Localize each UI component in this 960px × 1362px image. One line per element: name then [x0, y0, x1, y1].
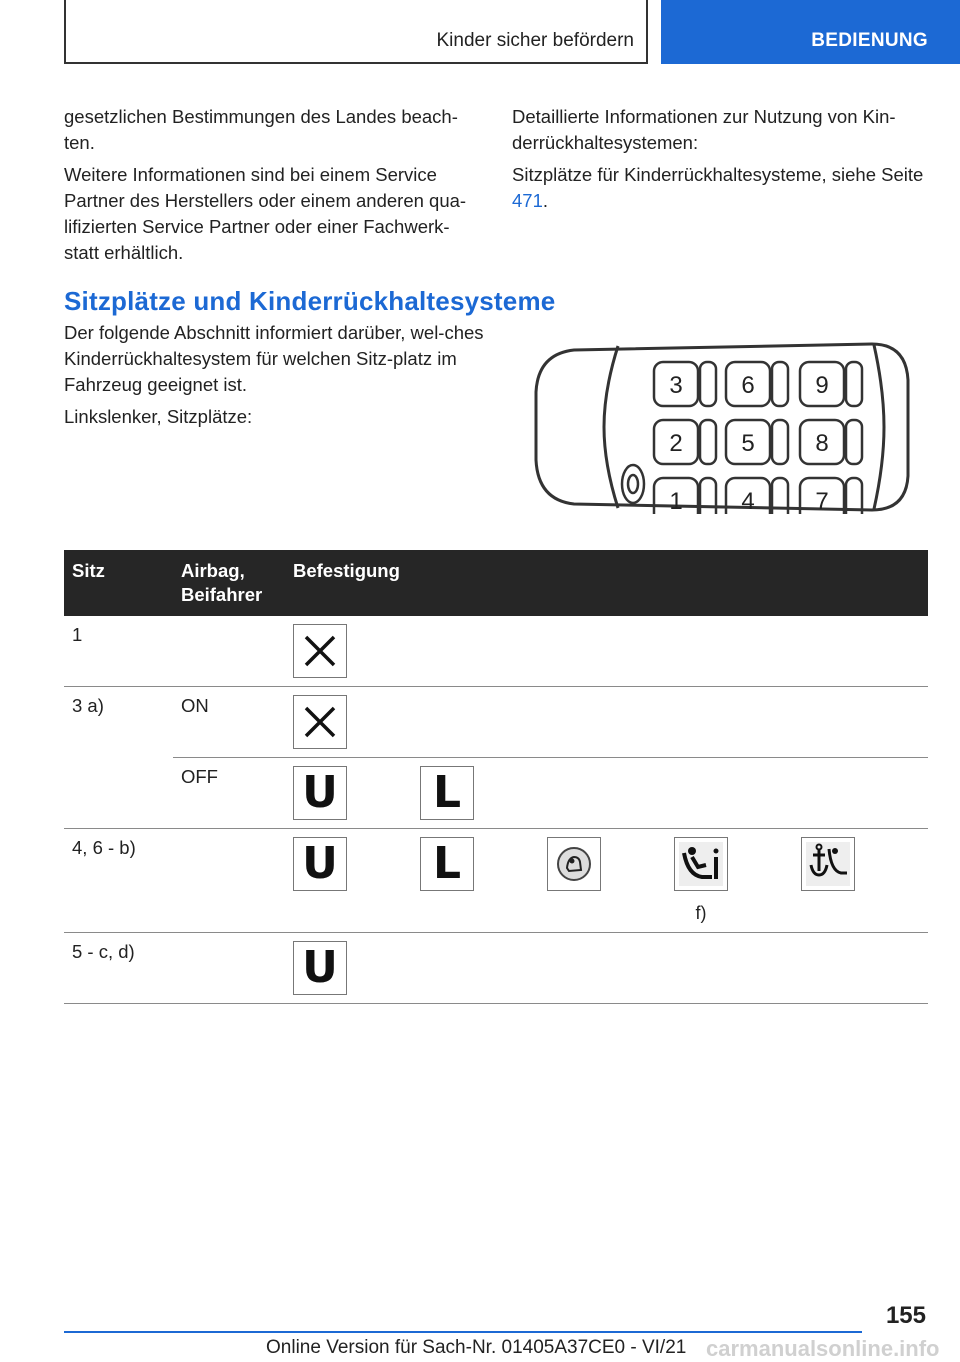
not-allowed-icon	[293, 695, 347, 749]
seat-cell: 3 a)	[72, 695, 104, 716]
seat-number: 9	[815, 372, 829, 399]
col-header-seat: Sitz	[64, 550, 173, 616]
seat-number: 5	[741, 430, 755, 457]
seat-cell: 1	[64, 616, 173, 687]
seat-number: 7	[815, 488, 829, 514]
seat-number: 2	[669, 430, 683, 457]
vehicle-rear-outline	[874, 345, 884, 509]
attachment-cell	[285, 687, 928, 758]
seat-backrest	[772, 420, 788, 464]
seat-2	[654, 420, 716, 464]
section-paragraph: Linkslenker, Sitzplätze:	[64, 406, 253, 427]
intro-right-column	[512, 104, 928, 220]
airbag-cell	[173, 829, 285, 933]
attachment-cell	[285, 616, 928, 687]
table-row	[64, 758, 928, 829]
section-heading: Sitzplätze und Kinderrückhaltesysteme	[64, 286, 556, 316]
section-body	[64, 320, 484, 436]
table-header-row	[64, 550, 928, 616]
table-row	[64, 829, 928, 933]
airbag-cell: ON	[173, 687, 285, 758]
seat-number: 8	[815, 430, 829, 457]
attachment-cell	[285, 829, 928, 933]
i-size-icon	[547, 837, 601, 891]
seat-backrest	[700, 420, 716, 464]
seat-cell: 5 - c, d)	[64, 933, 173, 1004]
universal-U-icon: U	[293, 941, 347, 995]
seat-number: 3	[669, 372, 683, 399]
section-paragraph: Der folgende Abschnitt informiert darüber, wel-ches Kinderrückhaltesystem für welchen Sitz-platz im Fahrzeug geeignet ist.	[64, 322, 484, 395]
intro-paragraph: gesetzlichen Bestimmungen des Landes beach-ten.	[64, 106, 458, 153]
seat-6	[726, 362, 788, 406]
universal-U-icon: U	[293, 766, 347, 820]
table-row	[64, 616, 928, 687]
seat-backrest	[846, 420, 862, 464]
intro-paragraph	[512, 162, 928, 214]
not-allowed-icon	[293, 624, 347, 678]
seat-3	[654, 362, 716, 406]
seat-number: 1	[669, 488, 683, 514]
footer-rule	[64, 1331, 862, 1333]
child-seat-table	[64, 550, 928, 1004]
cross-ref-end: .	[542, 190, 549, 211]
seat-5	[726, 420, 788, 464]
seat-number: 6	[741, 372, 755, 399]
intro-paragraph: Detaillierte Informationen zur Nutzung von Kin-derrückhaltesystemen:	[512, 106, 896, 153]
cross-ref-text: Sitzplätze für Kinderrückhaltesysteme, siehe Seite	[512, 164, 924, 185]
seat-8	[800, 420, 862, 464]
table-row	[64, 687, 928, 758]
seat-backrest	[700, 478, 716, 514]
steering-wheel-icon	[622, 465, 644, 503]
col-header-airbag: Airbag, Beifahrer	[173, 550, 285, 616]
vehicle-cabin-outline	[604, 346, 618, 508]
isofix-anchor-icon	[801, 837, 855, 891]
seat-backrest	[772, 362, 788, 406]
header-section-tab	[661, 0, 960, 64]
header-chapter-box	[64, 0, 648, 64]
universal-U-icon: U	[293, 837, 347, 891]
isofix-icon	[674, 837, 728, 891]
seat-number: 4	[741, 488, 755, 514]
chapter-title: Kinder sicher befördern	[436, 30, 634, 51]
seat-9	[800, 362, 862, 406]
semi-universal-L-icon: L	[420, 837, 474, 891]
seat-cell: 4, 6 - b)	[64, 829, 173, 933]
semi-universal-L-icon: L	[420, 766, 474, 820]
airbag-cell	[173, 933, 285, 1004]
footnote-marker: f)	[695, 903, 707, 923]
vehicle-outline	[536, 344, 908, 510]
intro-left-column	[64, 104, 484, 272]
col-header-attachment: Befestigung	[285, 550, 928, 616]
intro-paragraph: Weitere Informationen sind bei einem Service Partner des Herstellers oder einem anderen qua-lifizierten Service Partner oder einer Fachwerk-statt erhältlich.	[64, 164, 467, 263]
seat-layout-diagram	[534, 340, 910, 514]
page-number: 155	[885, 1302, 926, 1329]
airbag-cell	[173, 616, 285, 687]
airbag-cell: OFF	[173, 758, 285, 829]
section-title: BEDIENUNG	[811, 30, 928, 51]
page-link[interactable]: 471	[512, 190, 543, 211]
footer-version-text: Online Version für Sach-Nr. 01405A37CE0 - VI/21	[266, 1337, 687, 1358]
seat-backrest	[846, 362, 862, 406]
seat-backrest	[700, 362, 716, 406]
seat-1	[654, 478, 716, 514]
attachment-cell	[285, 758, 928, 829]
table-row	[64, 933, 928, 1004]
watermark: carmanualsonline.info	[706, 1336, 940, 1361]
attachment-cell	[285, 933, 928, 1004]
seat-cell	[64, 758, 173, 829]
